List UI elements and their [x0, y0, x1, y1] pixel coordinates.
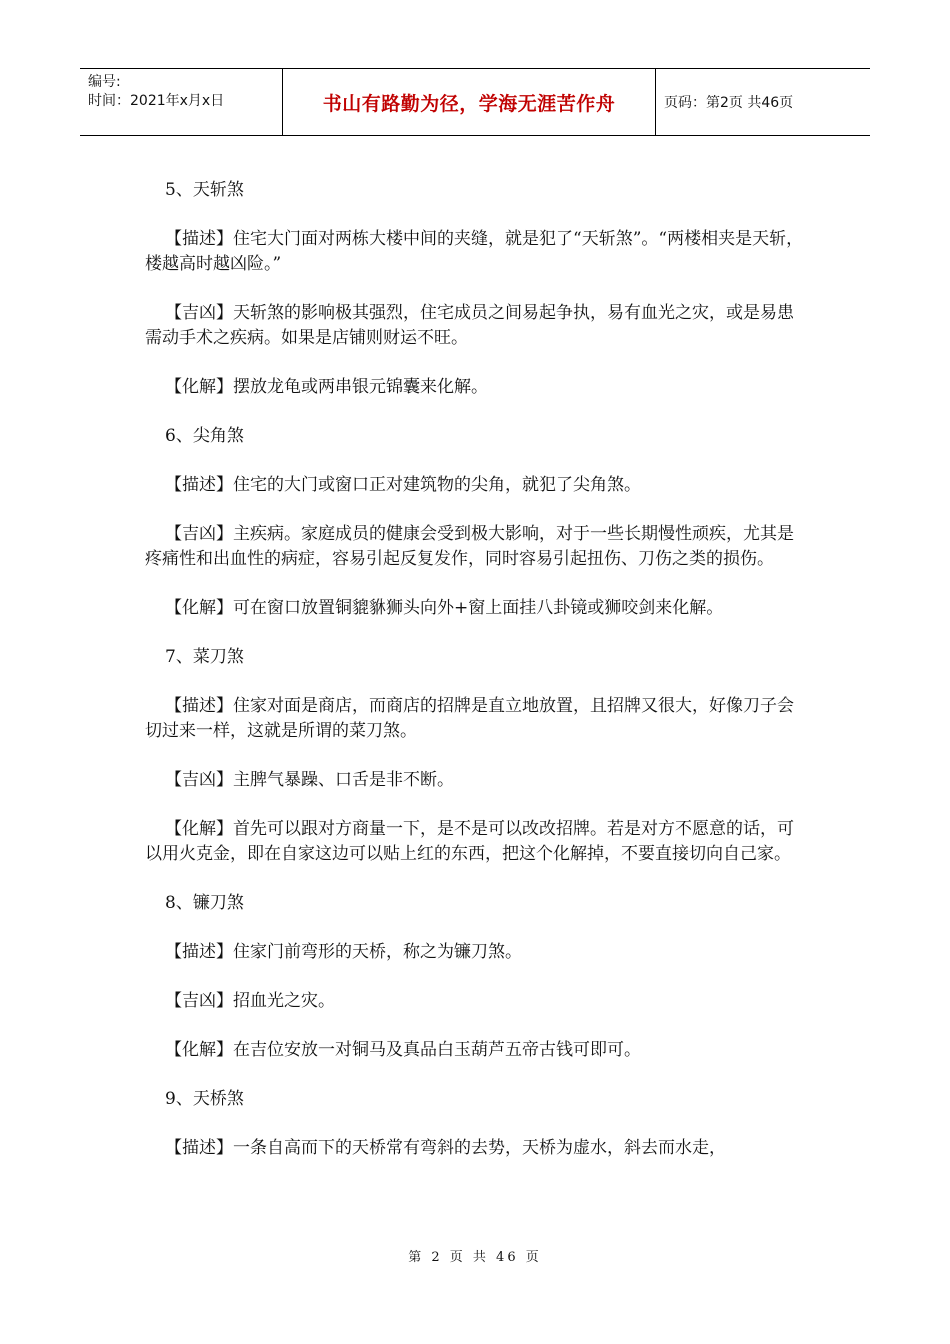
header-meta [80, 69, 282, 135]
paragraph: 【描述】一条自高而下的天桥常有弯斜的去势，天桥为虚水，斜去而水走， [165, 1138, 726, 1158]
paragraph: 【化解】首先可以跟对方商量一下，是不是可以改改招牌。若是对方不愿意的话，可以用火克金，即在自家这边可以贴上红的东西，把这个化解掉，不要直接切向自己家。 [145, 819, 794, 864]
paragraph: 【描述】住宅的大门或窗口正对建筑物的尖角，就犯了尖角煞。 [165, 475, 641, 495]
section-heading: 5、天斩煞 [165, 180, 244, 200]
section-heading: 9、天桥煞 [165, 1089, 244, 1109]
doc-date-label: 时间：2021年x月x日 [88, 93, 225, 109]
header-page-info [656, 69, 870, 135]
paragraph: 【描述】住宅大门面对两栋大楼中间的夹缝，就是犯了“天斩煞”。“两楼相夹是天斩，楼越高时越凶险。” [145, 229, 804, 274]
paragraph: 【化解】可在窗口放置铜貔貅狮头向外+窗上面挂八卦镜或狮咬剑来化解。 [165, 598, 724, 618]
page-footer: 第 2 页 共 46 页 [408, 1250, 542, 1265]
doc-number-label: 编号: [88, 74, 121, 90]
paragraph: 【吉凶】招血光之灾。 [165, 991, 335, 1011]
section-heading: 6、尖角煞 [165, 426, 244, 446]
paragraph: 【描述】住家对面是商店，而商店的招牌是直立地放置，且招牌又很大，好像刀子会切过来一样，这就是所谓的菜刀煞。 [145, 696, 794, 741]
header-motto-cell [282, 69, 656, 135]
header-motto: 书山有路勤为径，学海无涯苦作舟 [322, 92, 616, 115]
paragraph: 【吉凶】主疾病。家庭成员的健康会受到极大影响，对于一些长期慢性顽疾，尤其是疼痛性和出血性的病症，容易引起反复发作，同时容易引起扭伤、刀伤之类的损伤。 [145, 524, 794, 569]
paragraph: 【吉凶】主脾气暴躁、口舌是非不断。 [165, 770, 454, 790]
paragraph: 【描述】住家门前弯形的天桥，称之为镰刀煞。 [165, 942, 522, 962]
paragraph: 【吉凶】天斩煞的影响极其强烈，住宅成员之间易起争执，易有血光之灾，或是易患需动手术之疾病。如果是店铺则财运不旺。 [145, 303, 794, 348]
section-heading: 8、镰刀煞 [165, 893, 244, 913]
header-page-label: 页码：第2页 共46页 [664, 95, 794, 111]
page-header [80, 68, 870, 136]
section-heading: 7、菜刀煞 [165, 647, 244, 667]
paragraph: 【化解】在吉位安放一对铜马及真品白玉葫芦五帝古钱可即可。 [165, 1040, 641, 1060]
paragraph: 【化解】摆放龙龟或两串银元锦囊来化解。 [165, 377, 488, 397]
document-body [145, 178, 810, 1185]
